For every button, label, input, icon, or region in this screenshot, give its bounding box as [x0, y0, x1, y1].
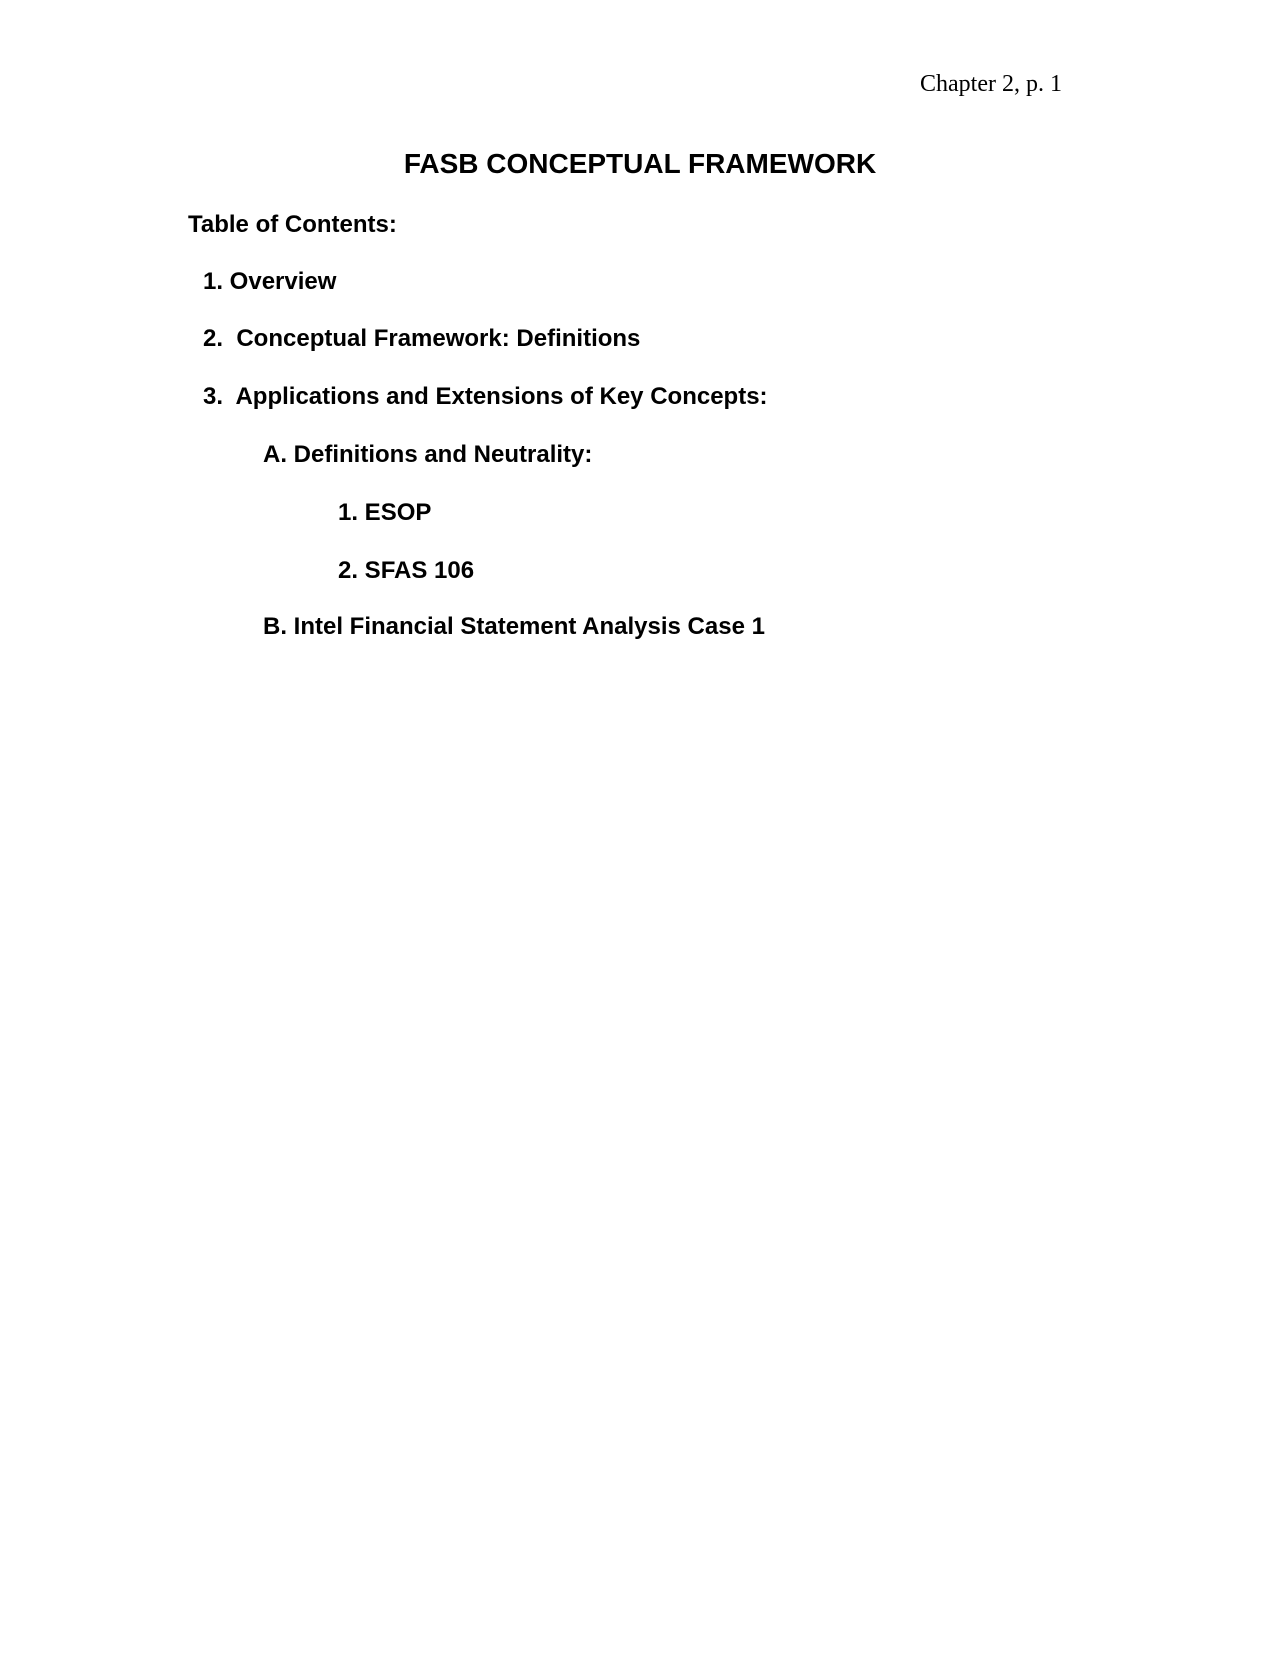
document-title: FASB CONCEPTUAL FRAMEWORK: [403, 148, 877, 179]
toc-item-overview: 1. Overview: [203, 268, 337, 295]
toc-item-conceptual-framework: 2. Conceptual Framework: Definitions: [203, 325, 641, 352]
toc-subsubitem-esop: 1. ESOP: [338, 499, 432, 526]
toc-item-applications: 3. Applications and Extensions of Key Concepts:: [203, 383, 768, 410]
toc-heading: Table of Contents:: [188, 211, 397, 238]
page-header: Chapter 2, p. 1: [920, 71, 1062, 97]
toc-subitem-intel-case: B. Intel Financial Statement Analysis Case 1: [263, 613, 765, 640]
toc-subitem-definitions-neutrality: A. Definitions and Neutrality:: [263, 441, 593, 468]
toc-subsubitem-sfas-106: 2. SFAS 106: [338, 557, 475, 584]
